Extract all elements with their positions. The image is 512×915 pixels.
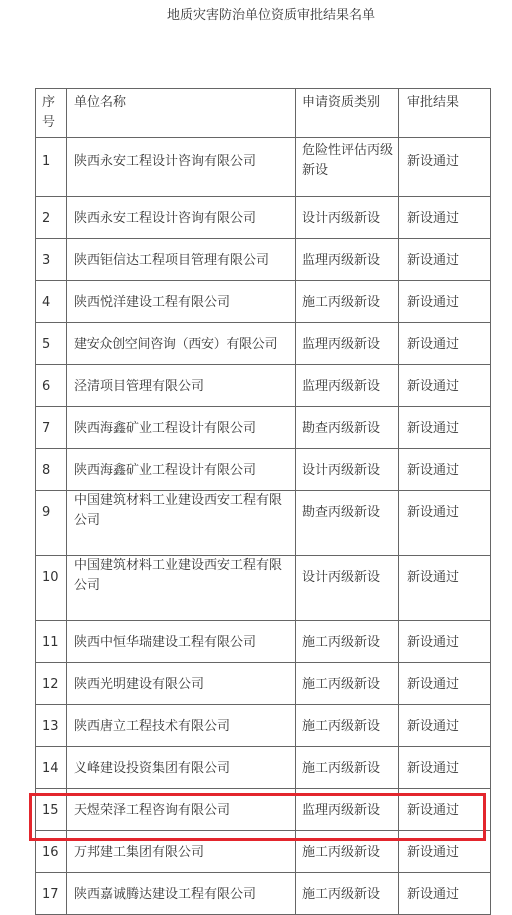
header-name: 单位名称 — [67, 89, 296, 138]
row-type: 监理丙级新设 — [296, 365, 399, 407]
table-row — [36, 831, 491, 873]
row-name: 陕西海鑫矿业工程设计有限公司 — [67, 449, 296, 491]
row-seq: 7 — [36, 407, 67, 449]
row-result: 新设通过 — [399, 239, 491, 281]
row-name: 陕西永安工程设计咨询有限公司 — [67, 197, 296, 239]
row-result: 新设通过 — [399, 789, 491, 831]
row-result: 新设通过 — [399, 831, 491, 873]
header-type: 申请资质类别 — [296, 89, 399, 138]
row-type: 监理丙级新设 — [296, 239, 399, 281]
table-row — [36, 138, 491, 197]
row-name: 陕西唐立工程技术有限公司 — [67, 705, 296, 747]
row-name: 中国建筑材料工业建设西安工程有限公司 — [67, 556, 296, 621]
row-result: 新设通过 — [399, 491, 491, 556]
table-header-row — [36, 89, 491, 138]
page-title: 地质灾害防治单位资质审批结果名单 — [166, 8, 375, 23]
table-row — [36, 491, 491, 556]
row-seq: 15 — [36, 789, 67, 831]
row-result: 新设通过 — [399, 449, 491, 491]
table-row — [36, 705, 491, 747]
row-result: 新设通过 — [399, 621, 491, 663]
table-row — [36, 449, 491, 491]
row-seq: 3 — [36, 239, 67, 281]
table-row — [36, 323, 491, 365]
table-row — [36, 197, 491, 239]
row-result: 新设通过 — [399, 407, 491, 449]
row-name: 陕西钜信达工程项目管理有限公司 — [67, 239, 296, 281]
row-result: 新设通过 — [399, 365, 491, 407]
row-result: 新设通过 — [399, 556, 491, 621]
row-result: 新设通过 — [399, 705, 491, 747]
table-row — [36, 281, 491, 323]
row-type: 施工丙级新设 — [296, 831, 399, 873]
row-result: 新设通过 — [399, 281, 491, 323]
row-name: 义峰建设投资集团有限公司 — [67, 747, 296, 789]
row-type: 勘查丙级新设 — [296, 491, 399, 556]
table-row-highlighted — [36, 789, 491, 831]
row-name: 陕西海鑫矿业工程设计有限公司 — [67, 407, 296, 449]
row-name: 陕西光明建设有限公司 — [67, 663, 296, 705]
row-name: 万邦建工集团有限公司 — [67, 831, 296, 873]
header-result: 审批结果 — [399, 89, 491, 138]
row-seq: 16 — [36, 831, 67, 873]
row-seq: 5 — [36, 323, 67, 365]
row-type: 设计丙级新设 — [296, 449, 399, 491]
row-name: 陕西悦洋建设工程有限公司 — [67, 281, 296, 323]
row-seq: 11 — [36, 621, 67, 663]
table-row — [36, 365, 491, 407]
row-result: 新设通过 — [399, 873, 491, 915]
row-name: 陕西中恒华瑞建设工程有限公司 — [67, 621, 296, 663]
row-type: 施工丙级新设 — [296, 747, 399, 789]
row-type: 施工丙级新设 — [296, 663, 399, 705]
row-type: 施工丙级新设 — [296, 873, 399, 915]
row-name: 中国建筑材料工业建设西安工程有限公司 — [67, 491, 296, 556]
row-seq: 6 — [36, 365, 67, 407]
row-seq: 14 — [36, 747, 67, 789]
approval-results-table — [35, 88, 491, 915]
row-result: 新设通过 — [399, 138, 491, 197]
table-row — [36, 556, 491, 621]
row-type: 设计丙级新设 — [296, 197, 399, 239]
row-type: 监理丙级新设 — [296, 789, 399, 831]
row-type: 设计丙级新设 — [296, 556, 399, 621]
row-type: 施工丙级新设 — [296, 621, 399, 663]
table-row — [36, 663, 491, 705]
row-name: 泾清项目管理有限公司 — [67, 365, 296, 407]
row-type: 施工丙级新设 — [296, 281, 399, 323]
row-seq: 4 — [36, 281, 67, 323]
row-type: 监理丙级新设 — [296, 323, 399, 365]
row-name: 建安众创空间咨询（西安）有限公司 — [67, 323, 296, 365]
table-row — [36, 621, 491, 663]
row-result: 新设通过 — [399, 663, 491, 705]
row-seq: 8 — [36, 449, 67, 491]
row-name: 天煜荣泽工程咨询有限公司 — [67, 789, 296, 831]
row-seq: 2 — [36, 197, 67, 239]
row-type: 危险性评估丙级新设 — [296, 138, 399, 197]
table-row — [36, 239, 491, 281]
table-row — [36, 407, 491, 449]
table-row — [36, 747, 491, 789]
row-type: 勘查丙级新设 — [296, 407, 399, 449]
row-result: 新设通过 — [399, 197, 491, 239]
row-seq: 13 — [36, 705, 67, 747]
row-seq: 10 — [36, 556, 67, 621]
table-row — [36, 873, 491, 915]
row-name: 陕西永安工程设计咨询有限公司 — [67, 138, 296, 197]
row-seq: 17 — [36, 873, 67, 915]
row-result: 新设通过 — [399, 747, 491, 789]
row-type: 施工丙级新设 — [296, 705, 399, 747]
row-seq: 9 — [36, 491, 67, 556]
row-name: 陕西嘉诚腾达建设工程有限公司 — [67, 873, 296, 915]
row-seq: 1 — [36, 138, 67, 197]
row-seq: 12 — [36, 663, 67, 705]
header-seq: 序号 — [36, 89, 67, 138]
row-result: 新设通过 — [399, 323, 491, 365]
